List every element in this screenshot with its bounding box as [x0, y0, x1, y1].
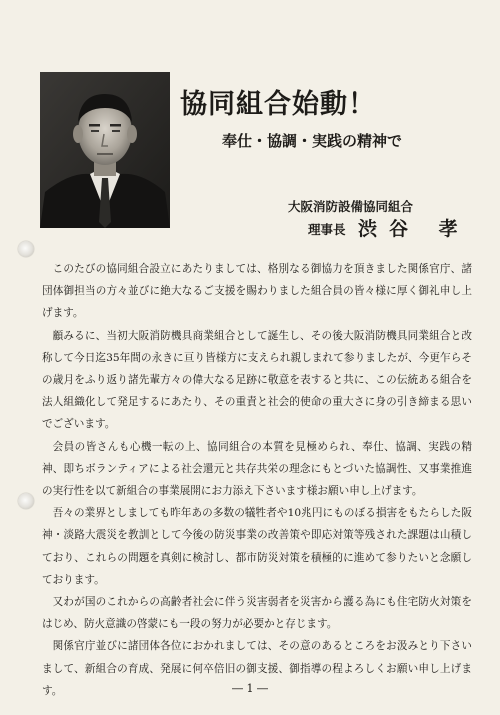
portrait-image [40, 72, 170, 228]
portrait-photo [40, 72, 170, 228]
paragraph-6: 関係官庁並びに諸団体各位におかれましては、その意のあるところをお汲みとり下さいまして、新組合の育成、発展に何卒倍旧の御支援、御指導の程よろしくお願い申し上げます。 [42, 640, 472, 697]
author-role: 理事長 [308, 222, 346, 237]
author-organization: 大阪消防設備協同組合 [288, 199, 414, 214]
page-number: ― 1 ― [232, 682, 268, 695]
page-title: 協同組合始動！ [180, 89, 376, 120]
paragraph-3: 会員の皆さんも心機一転の上、協同組合の本質を見極められ、奉仕、協調、実践の精神、即ちボランティアによる社会還元と共存共栄の理念にもとづいた協調性、又事業推進の実行性を以て新組合の事業展開にお力添え下さいます様お願い申し上げます。 [42, 440, 472, 498]
punch-hole-top [18, 241, 34, 257]
body-text [42, 258, 472, 702]
paragraph-1: このたびの協同組合設立にあたりましては、格別なる御協力を頂きました関係官庁、諸団体御担当の方々並びに絶大なるご支援を賜わりました組合員の皆々様に厚く御礼申し上げます。 [42, 263, 472, 320]
page-subtitle: 奉仕・協調・実践の精神で [222, 132, 403, 150]
paragraph-5: 又わが国のこれからの高齢者社会に伴う災害弱者を災害から護る為にも住宅防火対策をはじめ、防火意識の啓蒙にも一段の努力が必要かと存じます。 [42, 596, 472, 631]
author-name: 渋谷 孝 [358, 218, 470, 240]
paragraph-2: 顧みるに、当初大阪消防機具商業組合として誕生し、その後大阪消防機具同業組合と改称して今日迄35年間の永きに亘り皆様方に支えられ親しまれて参りましたが、今更乍らその歳月をふり返り諸先輩方々の偉大なる足跡に敬意を表すると共に、この伝統ある組合を法人組織化して発足するにあたり、その重責と社会的使命の重大さに身の引き締まる思いでございます。 [42, 329, 472, 431]
paragraph-4: 吾々の業界としましても昨年あの多数の犠牲者や10兆円にものぼる損害をもたらした阪神・淡路大震災を教訓として今後の防災事業の改善策や即応対策等残された課題は山積しており、これらの問題を真剣に検討し、都市防災対策を積極的に進めて参りたいと念願しております。 [42, 507, 472, 586]
punch-hole-bottom [18, 493, 34, 509]
